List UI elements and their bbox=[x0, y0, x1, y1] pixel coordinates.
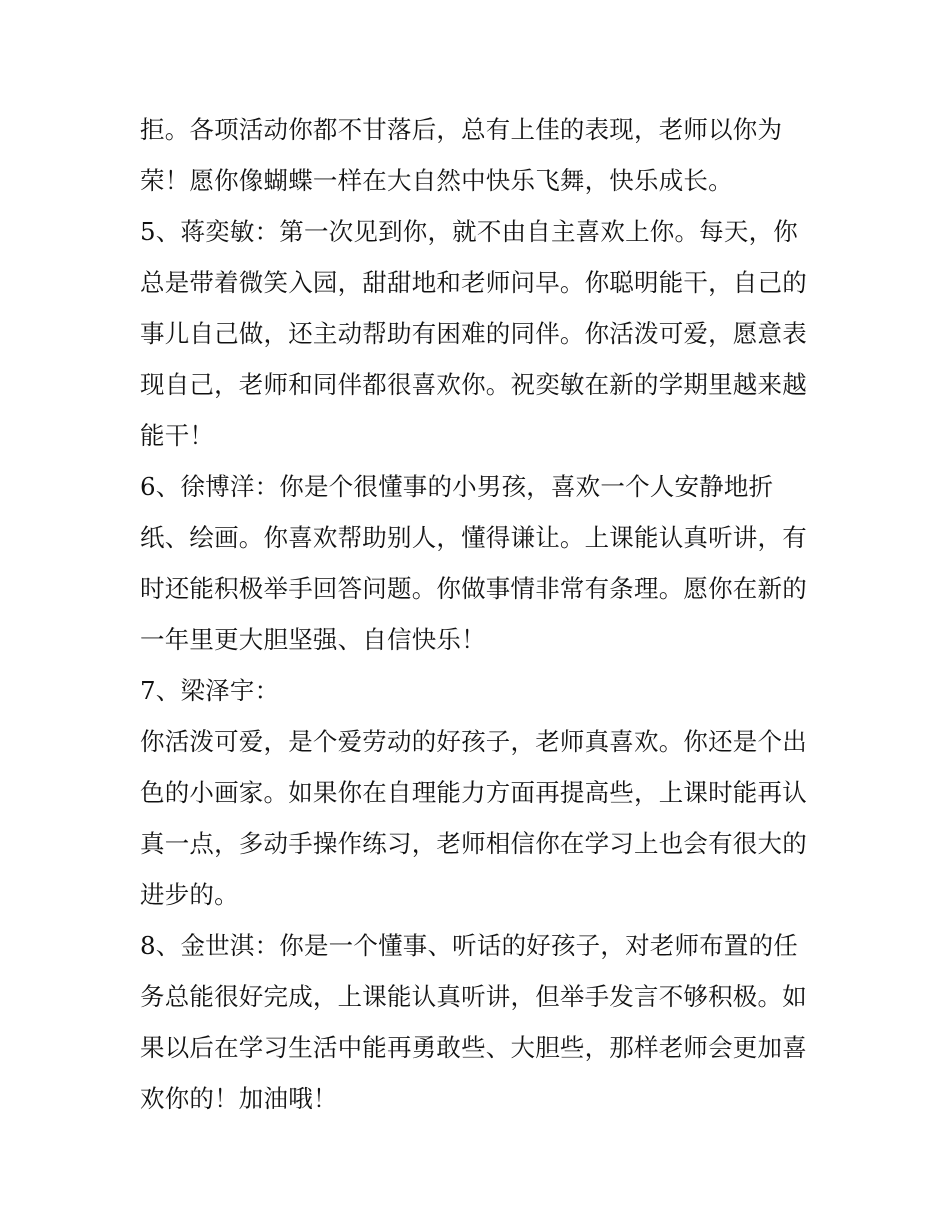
text-line: 欢你的！加油哦！ bbox=[140, 1084, 338, 1113]
text-line: 能干！ bbox=[140, 421, 215, 450]
text-line: 现自己，老师和同伴都很喜欢你。祝奕敏在新的学期里越来越 bbox=[140, 370, 807, 399]
text-line: 时还能积极举手回答问题。你做事情非常有条理。愿你在新的 bbox=[140, 574, 807, 603]
text-line: 真一点，多动手操作练习，老师相信你在学习上也会有很大的 bbox=[140, 829, 807, 858]
text-line: 6、徐博洋：你是个很懂事的小男孩，喜欢一个人安静地折 bbox=[140, 472, 774, 501]
text-line: 8、金世淇：你是一个懂事、听话的好孩子，对老师布置的任 bbox=[140, 931, 798, 960]
text-line: 5、蒋奕敏：第一次见到你，就不由自主喜欢上你。每天，你 bbox=[140, 217, 798, 246]
text-line: 一年里更大胆坚强、自信快乐！ bbox=[140, 625, 486, 654]
text-line: 拒。各项活动你都不甘落后，总有上佳的表现，老师以你为 bbox=[140, 115, 783, 144]
text-line: 务总能很好完成，上课能认真听讲，但举手发言不够积极。如 bbox=[140, 982, 807, 1011]
text-line: 荣！愿你像蝴蝶一样在大自然中快乐飞舞，快乐成长。 bbox=[140, 166, 733, 195]
text-line: 事儿自己做，还主动帮助有困难的同伴。你活泼可爱，愿意表 bbox=[140, 319, 807, 348]
text-line: 果以后在学习生活中能再勇敢些、大胆些，那样老师会更加喜 bbox=[140, 1033, 807, 1062]
text-line: 7、梁泽宇： bbox=[140, 676, 280, 705]
document-body bbox=[140, 104, 830, 1124]
text-line: 你活泼可爱，是个爱劳动的好孩子，老师真喜欢。你还是个出 bbox=[140, 727, 807, 756]
text-line: 色的小画家。如果你在自理能力方面再提高些，上课时能再认 bbox=[140, 778, 807, 807]
text-line: 纸、绘画。你喜欢帮助别人，懂得谦让。上课能认真听讲，有 bbox=[140, 523, 807, 552]
text-line: 总是带着微笑入园，甜甜地和老师问早。你聪明能干，自己的 bbox=[140, 268, 807, 297]
text-line: 进步的。 bbox=[140, 880, 239, 909]
